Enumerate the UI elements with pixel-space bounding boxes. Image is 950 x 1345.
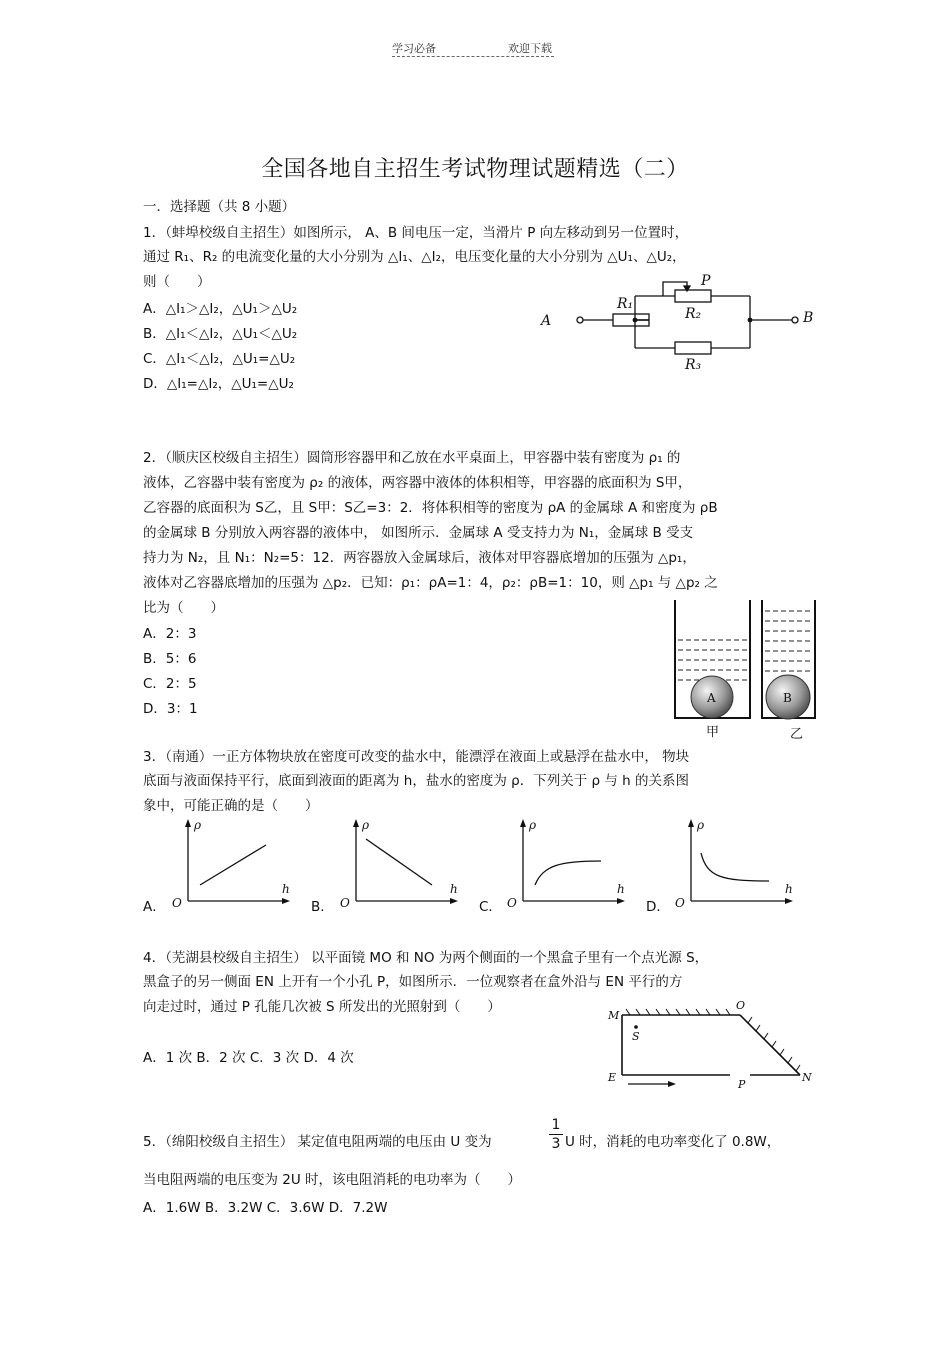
label-s: S [632, 1030, 640, 1043]
container-yi-label: 乙 [790, 727, 804, 742]
q1-circuit-figure-final [535, 268, 825, 373]
q2-line-1: 2．（顺庆区校级自主招生）圆筒形容器甲和乙放在水平桌面上，甲容器中装有密度为 ρ₁ 的 [143, 450, 681, 466]
graph-a-xlabel: h [282, 882, 290, 896]
q5-fraction-bar [549, 1134, 563, 1135]
q3-graph-a-label: A． [143, 899, 166, 915]
q2-line-3: 乙容器的底面积为 S乙，且 S甲：S乙=3：2．将体积相等的密度为 ρA 的金属球 A 和密度为 ρB [143, 500, 718, 516]
ball-b-label: B [783, 691, 792, 705]
header-right: 欢迎下载 [508, 42, 552, 55]
q3-graph-b [336, 815, 466, 915]
label-m: M [608, 1009, 620, 1022]
q2-line-2: 液体，乙容器中装有密度为 ρ₂ 的液体，两容器中液体的体积相等，甲容器的底面积为 S甲， [143, 475, 692, 491]
graph-d-origin: O [675, 896, 685, 910]
q5-line-1b: U 时，消耗的电功率变化了 0.8W， [565, 1134, 781, 1150]
q2-option-c: C．2：5 [143, 676, 197, 692]
label-p: P [701, 273, 711, 289]
q2-option-d: D．3：1 [143, 701, 198, 717]
q1-line-3: 则（ ） [143, 274, 211, 290]
q1-option-b: B．△I₁＜△I₂，△U₁＜△U₂ [143, 326, 298, 342]
graph-b-origin: O [340, 896, 350, 910]
q4-options: A．1 次 B．2 次 C．3 次 D．4 次 [143, 1050, 354, 1066]
q3-graph-a [168, 815, 298, 915]
q3-line-1: 3．（南通）一正方体物块放在密度可改变的盐水中，能漂浮在液面上或悬浮在盐水中， 物块 [143, 749, 690, 765]
header-divider [392, 56, 554, 57]
q1-option-c: C．△I₁＜△I₂，△U₁=△U₂ [143, 351, 296, 367]
container-jia-label: 甲 [706, 725, 720, 740]
graph-c-origin: O [507, 896, 517, 910]
q4-blackbox-figure [600, 995, 815, 1095]
label-o: O [736, 999, 746, 1012]
q4-line-1: 4．（芜湖县校级自主招生） 以平面镜 MO 和 NO 为两个侧面的一个黑盒子里有一个点光源 S， [143, 950, 709, 966]
q2-option-b: B．5：6 [143, 651, 197, 667]
q5-fraction [549, 1117, 563, 1152]
label-n: N [802, 1071, 812, 1084]
q2-line-7: 比为（ ） [143, 600, 224, 616]
q1-line-2: 通过 R₁、R₂ 的电流变化量的大小分别为 △I₁、△I₂，电压变化量的大小分别为 △U₁、△U₂， [143, 249, 686, 265]
graph-a-ylabel: ρ [194, 818, 202, 832]
graph-a-origin: O [172, 896, 182, 910]
q5-line-1a: 5．（绵阳校级自主招生） 某定值电阻两端的电压由 U 变为 [143, 1134, 492, 1150]
label-r1: R₁ [617, 296, 634, 312]
q5-fraction-numerator: 1 [551, 1117, 561, 1133]
q5-fraction-denominator: 3 [551, 1136, 561, 1152]
graph-c-ylabel: ρ [529, 818, 537, 832]
graph-c-xlabel: h [617, 882, 625, 896]
q2-line-6: 液体对乙容器底增加的压强为 △p₂．已知：ρ₁：ρA=1：4，ρ₂：ρB=1：10，则 △p₁ 与 △p₂ 之 [143, 575, 718, 591]
q3-graph-b-label: B． [311, 899, 334, 915]
q1-option-a: A．△I₁＞△I₂，△U₁＞△U₂ [143, 301, 298, 317]
label-r3: R₃ [685, 357, 702, 373]
q1-line-1: 1．（蚌埠校级自主招生）如图所示， A、B 间电压一定，当滑片 P 向左移动到另一位置时， [143, 225, 689, 241]
label-p-hole: P [738, 1078, 746, 1091]
label-r2: R₂ [685, 306, 702, 322]
q3-graph-c-label: C． [479, 899, 502, 915]
q2-line-5: 持力为 N₂，且 N₁：N₂=5：12．两容器放入金属球后，液体对甲容器底增加的压强为 △p₁， [143, 550, 696, 566]
label-b: B [803, 310, 814, 326]
page-title: 全国各地自主招生考试物理试题精选（二） [261, 157, 689, 182]
header-left: 学习必备 [392, 42, 436, 55]
q2-containers-figure [665, 598, 825, 743]
q3-graph-d-label: D． [646, 899, 670, 915]
graph-d-ylabel: ρ [697, 818, 705, 832]
q5-line-2: 当电阻两端的电压变为 2U 时，该电阻消耗的电功率为（ ） [143, 1172, 522, 1188]
graph-b-xlabel: h [450, 882, 458, 896]
q2-line-4: 的金属球 B 分别放入两容器的液体中， 如图所示．金属球 A 受支持力为 N₁，金属球 B 受支 [143, 525, 694, 541]
q2-option-a: A．2：3 [143, 626, 197, 642]
q5-options: A．1.6W B．3.2W C．3.6W D．7.2W [143, 1200, 388, 1216]
q1-option-d: D．△I₁=△I₂，△U₁=△U₂ [143, 376, 294, 392]
graph-b-ylabel: ρ [362, 818, 370, 832]
q4-line-2: 黑盒子的另一侧面 EN 上开有一个小孔 P，如图所示．一位观察者在盒外沿与 EN 平行的方 [143, 974, 683, 990]
q3-graph-d [671, 815, 801, 915]
q4-line-3: 向走过时，通过 P 孔能几次被 S 所发出的光照射到（ ） [143, 999, 501, 1015]
section-heading: 一．选择题（共 8 小题） [143, 199, 296, 215]
ball-a-label: A [707, 691, 716, 705]
q3-line-3: 象中，可能正确的是（ ） [143, 798, 319, 814]
q3-graph-c [503, 815, 633, 915]
label-e: E [608, 1071, 617, 1084]
label-a: A [541, 313, 552, 329]
graph-d-xlabel: h [785, 882, 793, 896]
q3-line-2: 底面与液面保持平行，底面到液面的距离为 h，盐水的密度为 ρ．下列关于 ρ 与 h 的关系图 [143, 773, 689, 789]
